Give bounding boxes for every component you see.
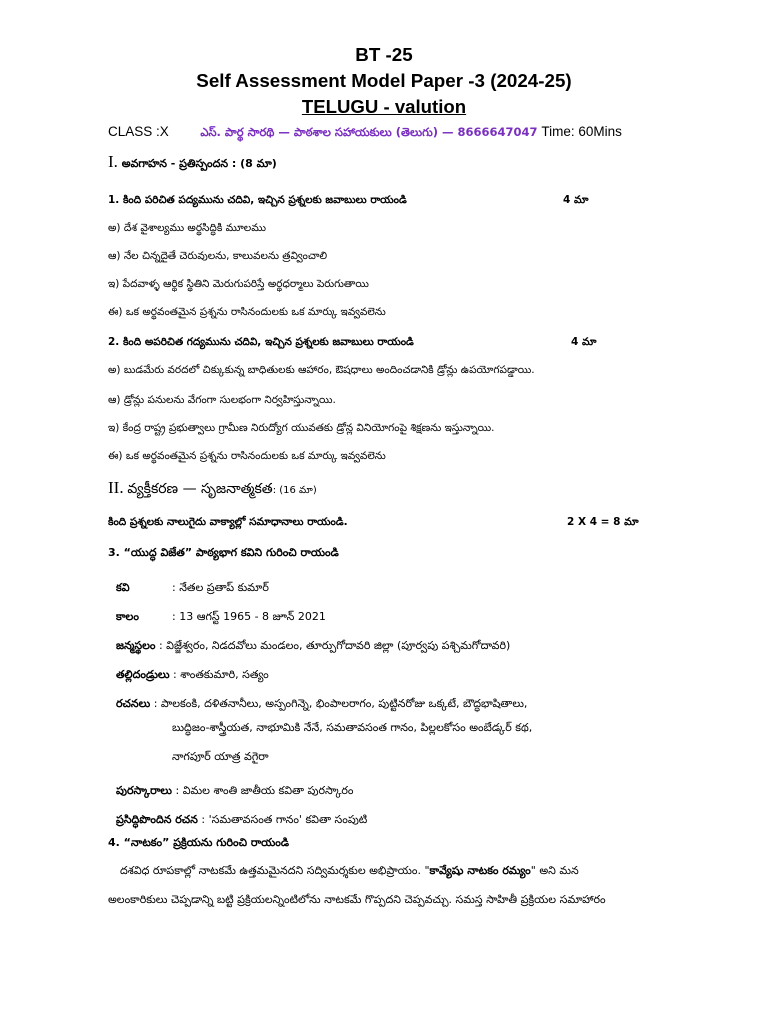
q1-answer-d: ఈ) ఒక అర్థవంతమైన ప్రశ్నను రాసినందులకు ఒక మార్కు ఇవ్వవలెను bbox=[108, 306, 386, 318]
q3-value-awards: : విమల శాంతి జాతీయ కవితా పురస్కారం bbox=[172, 784, 354, 797]
q2-answer-c: ఇ) కేంద్ర రాష్ట్ర ప్రభుత్వాలు గ్రామీణ నిరుద్యోగ యువతకు డ్రోన్ల వినియోగంపై శిక్షణను ఇస్తున్నాయి. bbox=[108, 422, 495, 434]
q3-value-birthplace: : విజ్జేశ్వరం, నిడదవోలు మండలం, తూర్పుగోదావరి జిల్లా (పూర్వపు పశ్చిమగోదావరి) bbox=[155, 639, 511, 652]
paper-title: Self Assessment Model Paper -3 (2024-25) bbox=[196, 70, 572, 91]
q3-value-works: : పాలకంకి, దళితనానీలు, అస్పంగిన్నె, భింపాలరాగం, పుట్టినరోజు ఒక్కటే, బౌద్ధభాషితాలు, bbox=[150, 697, 528, 710]
question-2: 2. కింది అపరిచిత గద్యమును చదివి, ఇచ్చిన ప్రశ్నలకు జవాబులు రాయండి bbox=[108, 336, 414, 348]
q4-line1-pre: దశవిధ రూపకాల్లో నాటకమే ఉత్తమమైనదని సద్విమర్శకుల అభిప్రాయం. " bbox=[120, 864, 430, 877]
teacher-info: ఎస్. పార్థ సారథి — పాఠశాల సహాయకులు (తెలుగు) — 8666647047 bbox=[200, 125, 538, 139]
q4-paragraph-line-1 bbox=[120, 864, 579, 880]
section-1-title: అవగాహన - ప్రతిస్పందన : (8 మా) bbox=[121, 157, 277, 170]
section-2-heading bbox=[108, 478, 317, 500]
q4-line1-quote: కావ్యేషు నాటకం రమ్యం bbox=[429, 864, 531, 877]
q3-value-period: : 13 ఆగస్ట్ 1965 - 8 జూన్ 2021 bbox=[172, 610, 326, 623]
q3-works-cont-1: బుద్ధిజం-శాస్త్రీయత, నాభూమికి నేనే, సమతావసంత గానం, పిల్లలకోసం అంబేడ్కర్ కథ, bbox=[172, 721, 533, 734]
q2-answer-d: ఈ) ఒక అర్థవంతమైన ప్రశ్నను రాసినందులకు ఒక మార్కు ఇవ్వవలెను bbox=[108, 450, 386, 462]
question-3: 3. “యుద్ధ విజేత” పాఠ్యభాగ కవిని గురించి రాయండి bbox=[108, 546, 339, 559]
q4-line1-post: " అని మన bbox=[530, 864, 579, 877]
q3-row-period bbox=[116, 605, 326, 626]
q3-row-famous-work bbox=[116, 808, 367, 829]
q3-row-awards bbox=[116, 779, 353, 800]
q3-label-poet: కవి bbox=[116, 581, 130, 594]
q3-row-poet bbox=[116, 576, 269, 597]
question-4: 4. “నాటకం” ప్రక్రియను గురించి రాయండి bbox=[108, 836, 290, 849]
question-1: 1. కింది పరిచిత పద్యమును చదివి, ఇచ్చిన ప్రశ్నలకు జవాబులు రాయండి bbox=[108, 194, 407, 206]
q3-label-works: రచనలు bbox=[116, 697, 151, 710]
section-2-title: వ్యక్తీకరణ — సృజనాత్మకత bbox=[127, 481, 273, 497]
section-2-instruction-marks: 2 X 4 = 8 మా bbox=[567, 516, 639, 528]
q3-value-poet: : నేతల ప్రతాప్ కుమార్ bbox=[172, 581, 269, 594]
class-line bbox=[108, 124, 622, 142]
section-2-marks: : (16 మా) bbox=[272, 485, 317, 496]
q1-answer-b: ఆ) నేల చిన్నదైతే చెరువులను, కాలువలను త్రవ్వించాలి bbox=[108, 250, 328, 262]
section-2-roman: II. bbox=[108, 478, 124, 497]
paper-code: BT -25 bbox=[355, 44, 413, 65]
class-label: CLASS :X bbox=[108, 124, 169, 139]
q2-answer-b: ఆ) డ్రోన్లు పనులను వేగంగా సులభంగా నిర్వహిస్తున్నాయి. bbox=[108, 394, 336, 406]
q3-row-birthplace bbox=[116, 634, 510, 655]
q3-label-awards: పురస్కారాలు bbox=[116, 784, 172, 797]
subject-text: TELUGU - valution bbox=[301, 96, 467, 117]
q3-row-parents bbox=[116, 663, 269, 684]
time-label: Time: 60Mins bbox=[541, 124, 622, 139]
q3-label-birthplace: జన్మస్థలం bbox=[116, 639, 156, 652]
section-1-heading bbox=[108, 152, 277, 173]
question-1-marks: 4 మా bbox=[563, 194, 589, 206]
paper-subject bbox=[0, 96, 768, 118]
section-1-roman: I. bbox=[108, 152, 118, 171]
question-2-marks: 4 మా bbox=[571, 336, 597, 348]
q3-value-famous-work: : 'సమతావసంత గానం' కవితా సంపుటి bbox=[197, 813, 368, 826]
section-2-instruction: కింది ప్రశ్నలకు నాలుగైదు వాక్యాల్లో సమాధానాలు రాయండి. bbox=[108, 516, 348, 528]
q3-value-parents: : శాంతకుమారి, సత్యం bbox=[169, 668, 269, 681]
q4-paragraph-line-2: అలంకారికులు చెప్పడాన్ని బట్టి ప్రక్రియలన్నింటిలోను నాటకమే గొప్పదని చెప్పవచ్చు. సమస్త సాహితీ ప్రక్రియల సమాహారం bbox=[108, 893, 606, 906]
q3-works-cont-2: నాగపూర్ యాత్ర వగైరా bbox=[172, 750, 269, 763]
q3-label-period: కాలం bbox=[116, 610, 139, 623]
q1-answer-c: ఇ) పేదవాళ్ళ ఆర్థిక స్థితిని మెరుగుపరిస్తే అర్థధర్మాలు పెరుగుతాయి bbox=[108, 278, 369, 290]
q3-label-parents: తల్లిదండ్రులు bbox=[116, 668, 170, 681]
q2-answer-a: అ) బుడమేరు వరదలో చిక్కుకున్న బాధితులకు ఆహారం, ఔషధాలు అందించడానికి డ్రోన్లు ఉపయోగపడ్డాయి. bbox=[108, 364, 535, 376]
q1-answer-a: అ) దేశ వైశాల్యము అర్థసిద్ధికి మూలము bbox=[108, 222, 266, 234]
q3-label-famous-work: ప్రసిద్ధిపొందిన రచన bbox=[116, 813, 198, 826]
q3-row-works bbox=[116, 692, 527, 713]
